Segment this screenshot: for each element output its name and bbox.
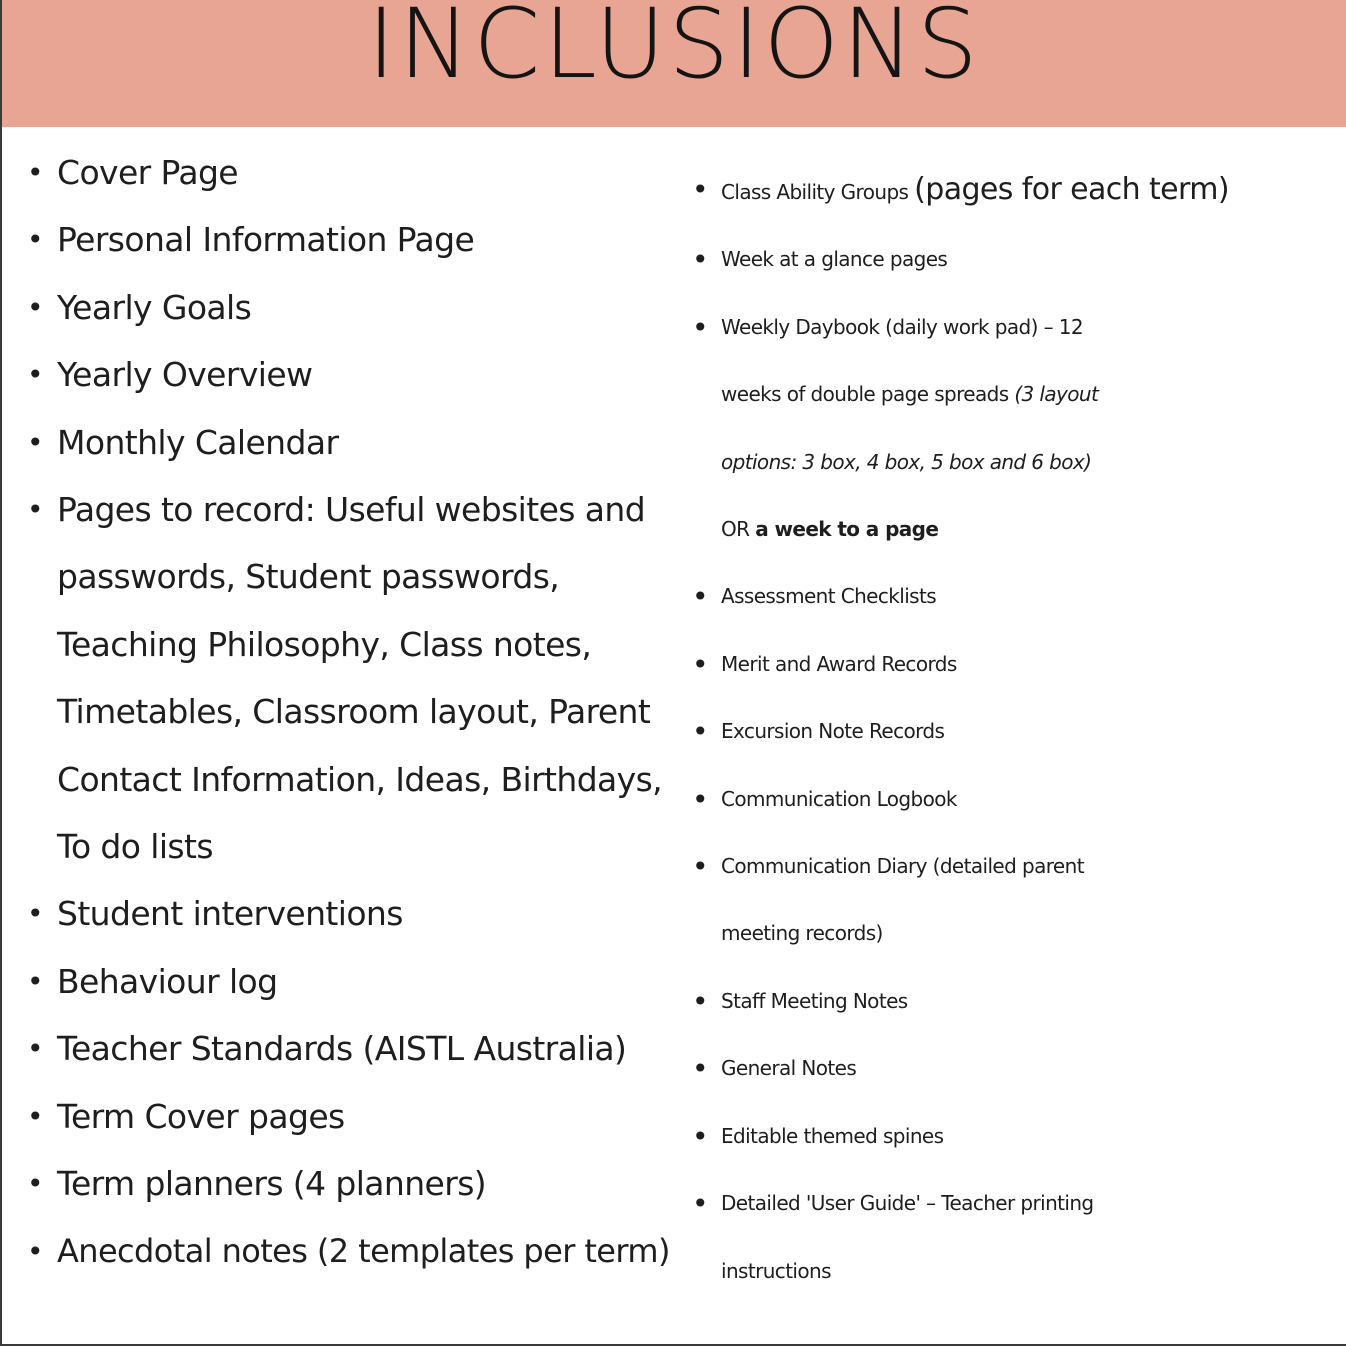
list-item (692, 294, 1342, 564)
list-item (692, 833, 1342, 968)
title-banner (2, 0, 1346, 127)
item-line: Behaviour log (57, 961, 278, 1001)
item-line: Yearly Goals (57, 287, 252, 327)
item-line: Student interventions (57, 894, 403, 934)
list-item (27, 341, 677, 408)
item-note-text: (pages for each term) (914, 172, 1229, 207)
right-inclusions-list (692, 156, 1342, 1305)
item-line: passwords, Student passwords, (57, 557, 560, 597)
item-text (721, 833, 1342, 968)
bullet-icon: • (27, 290, 43, 324)
item-line: General Notes (721, 1056, 857, 1081)
item-line (721, 156, 1342, 226)
bullet-icon: • (27, 1032, 43, 1066)
item-text (57, 409, 677, 476)
bullet-icon: • (692, 984, 708, 1018)
bullet-icon: • (27, 1167, 43, 1201)
bullet-icon: • (692, 310, 708, 344)
bullet-icon: • (692, 580, 708, 614)
list-item (692, 563, 1342, 630)
item-text (721, 766, 1342, 833)
item-line: Term planners (4 planners) (57, 1164, 487, 1204)
bullet-icon: • (27, 425, 43, 459)
item-line: Contact Information, Ideas, Birthdays, (57, 759, 663, 799)
item-text (721, 294, 1342, 564)
item-text (57, 1218, 677, 1285)
item-text (721, 1035, 1342, 1102)
item-text (57, 274, 677, 341)
list-item (692, 1035, 1342, 1102)
bullet-icon: • (27, 223, 43, 257)
item-text (721, 631, 1342, 698)
list-item (27, 948, 677, 1015)
page-title: INCLUSIONS (367, 0, 981, 100)
item-line: instructions (721, 1258, 831, 1283)
item-line (721, 361, 1342, 428)
item-text (57, 1150, 677, 1217)
item-line: Monthly Calendar (57, 422, 339, 462)
list-item (692, 1103, 1342, 1170)
bullet-icon: • (692, 647, 708, 681)
bullet-icon: • (692, 1119, 708, 1153)
item-line: To do lists (57, 827, 213, 867)
bullet-icon: • (692, 850, 708, 884)
item-text (57, 341, 677, 408)
list-item (692, 156, 1342, 226)
left-inclusions-list (27, 139, 677, 1285)
item-text (57, 880, 677, 947)
item-line: Term Cover pages (57, 1096, 345, 1136)
item-text (721, 698, 1342, 765)
list-item (27, 476, 677, 880)
item-line: Cover Page (57, 153, 239, 192)
item-line: Pages to record: Useful websites and (57, 490, 646, 530)
item-line: Communication Logbook (721, 786, 957, 811)
list-item (692, 968, 1342, 1035)
item-plain-text: weeks of double page spreads (721, 382, 1009, 407)
bullet-icon: • (692, 173, 708, 206)
list-item (27, 139, 677, 206)
list-item (692, 766, 1342, 833)
item-line: Timetables, Classroom layout, Parent (57, 692, 651, 732)
list-item (27, 206, 677, 273)
list-item (27, 880, 677, 947)
item-line: Editable themed spines (721, 1123, 944, 1148)
item-line: Yearly Overview (57, 355, 313, 395)
item-line: meeting records) (721, 921, 883, 946)
item-bold-text: a week to a page (755, 517, 939, 542)
item-plain-text: OR (721, 517, 750, 542)
item-line: Teaching Philosophy, Class notes, (57, 624, 592, 664)
item-text (57, 1015, 677, 1082)
list-item (692, 1170, 1342, 1305)
list-item (27, 274, 677, 341)
item-line: Personal Information Page (57, 220, 475, 260)
list-item (27, 1083, 677, 1150)
item-line: Excursion Note Records (721, 719, 945, 744)
item-text (721, 1103, 1342, 1170)
list-item (692, 226, 1342, 293)
list-item (692, 631, 1342, 698)
item-text (721, 1170, 1342, 1305)
item-text (721, 156, 1342, 226)
item-line: Assessment Checklists (721, 584, 937, 609)
item-text (721, 563, 1342, 630)
item-text (57, 948, 677, 1015)
list-item (692, 698, 1342, 765)
item-italic-text: (3 layout (1014, 382, 1099, 407)
item-text (57, 139, 677, 206)
bullet-icon: • (692, 1187, 708, 1221)
item-text (57, 1083, 677, 1150)
bullet-icon: • (27, 964, 43, 998)
item-text (721, 226, 1342, 293)
list-item (27, 409, 677, 476)
bullet-icon: • (27, 1234, 43, 1268)
item-line: Merit and Award Records (721, 651, 957, 676)
item-line: Staff Meeting Notes (721, 988, 908, 1013)
item-line: Week at a glance pages (721, 247, 948, 272)
item-line (721, 496, 1342, 563)
item-main-text: Class Ability Groups (721, 180, 909, 204)
bullet-icon: • (27, 1099, 43, 1133)
item-line: options: 3 box, 4 box, 5 box and 6 box) (721, 449, 1092, 474)
bullet-icon: • (27, 156, 43, 189)
item-text (57, 206, 677, 273)
list-item (27, 1218, 677, 1285)
list-item (27, 1150, 677, 1217)
list-item (27, 1015, 677, 1082)
bullet-icon: • (692, 1052, 708, 1086)
item-line: Communication Diary (detailed parent (721, 854, 1084, 879)
item-line: Detailed 'User Guide' – Teacher printing (721, 1191, 1094, 1216)
item-line: Teacher Standards (AISTL Australia) (57, 1029, 627, 1069)
item-text (57, 476, 677, 880)
bullet-icon: • (27, 358, 43, 392)
item-line: Weekly Daybook (daily work pad) – 12 (721, 314, 1083, 339)
item-text (721, 968, 1342, 1035)
bullet-icon: • (692, 243, 708, 277)
bullet-icon: • (27, 897, 43, 931)
bullet-icon: • (692, 782, 708, 816)
item-line: Anecdotal notes (2 templates per term) (57, 1231, 670, 1270)
bullet-icon: • (692, 715, 708, 749)
bullet-icon: • (27, 493, 43, 527)
